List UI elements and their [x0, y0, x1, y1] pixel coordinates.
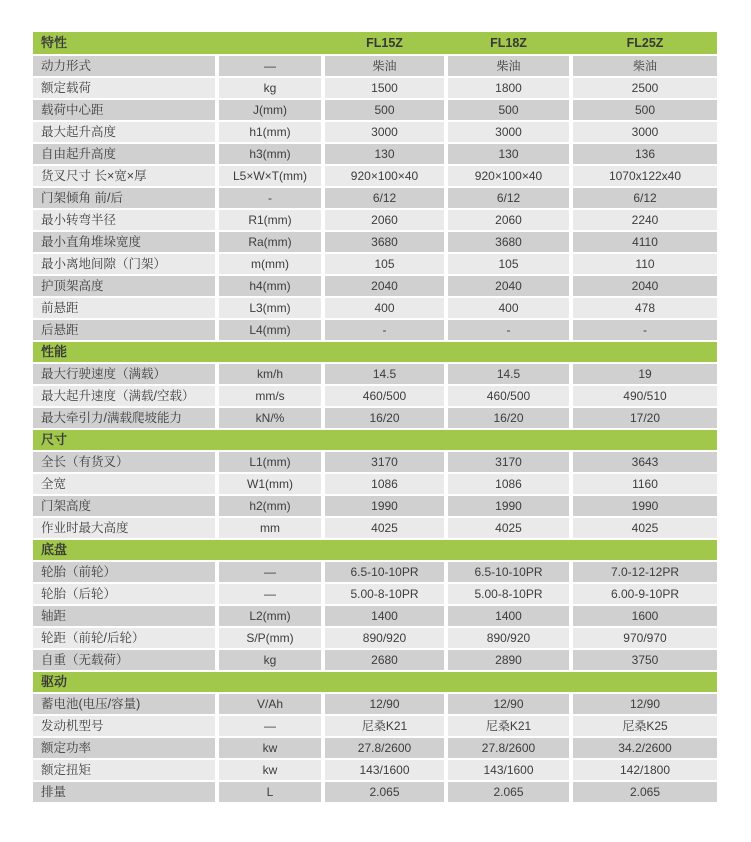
- row-value-cell: 1400: [325, 606, 444, 626]
- row-value-cell: 6/12: [325, 188, 444, 208]
- row-label-cell: 自重（无载荷）: [33, 650, 215, 670]
- row-label-cell: 最大起升高度: [33, 122, 215, 142]
- row-unit-cell: —: [219, 56, 321, 76]
- row-value-cell: 110: [573, 254, 717, 274]
- row-label-cell: 轴距: [33, 606, 215, 626]
- row-unit-cell: L5×W×T(mm): [219, 166, 321, 186]
- row-value-cell: 1990: [448, 496, 569, 516]
- row-value-cell: 490/510: [573, 386, 717, 406]
- row-unit-cell: J(mm): [219, 100, 321, 120]
- row-value-cell: 136: [573, 144, 717, 164]
- row-value-cell: 6/12: [573, 188, 717, 208]
- row-unit-cell: kg: [219, 78, 321, 98]
- row-label-cell: 最小离地间隙（门架）: [33, 254, 215, 274]
- row-value-cell: 2060: [448, 210, 569, 230]
- model-header-fl15z: FL15Z: [366, 36, 403, 50]
- table-row: [33, 78, 717, 98]
- table-row: [33, 254, 717, 274]
- row-value-cell: 1600: [573, 606, 717, 626]
- row-value-cell: 1990: [325, 496, 444, 516]
- row-label-cell: 门架高度: [33, 496, 215, 516]
- row-label-cell: 额定扭矩: [33, 760, 215, 780]
- row-label-cell: 额定功率: [33, 738, 215, 758]
- row-value-cell: 19: [573, 364, 717, 384]
- row-value-cell: 400: [325, 298, 444, 318]
- row-value-cell: 130: [325, 144, 444, 164]
- row-value-cell: 27.8/2600: [448, 738, 569, 758]
- header-unit-spacer: [219, 32, 321, 54]
- row-unit-cell: mm/s: [219, 386, 321, 406]
- row-value-cell: 478: [573, 298, 717, 318]
- row-value-cell: 3680: [325, 232, 444, 252]
- section-header: 底盘: [33, 540, 717, 560]
- table-row: [33, 298, 717, 318]
- row-value-cell: 1160: [573, 474, 717, 494]
- table-row: [33, 760, 717, 780]
- row-value-cell: 970/970: [573, 628, 717, 648]
- row-unit-cell: —: [219, 562, 321, 582]
- row-value-cell: 130: [448, 144, 569, 164]
- table-row: [33, 474, 717, 494]
- row-value-cell: 2040: [448, 276, 569, 296]
- table-row: [33, 782, 717, 802]
- row-value-cell: 1070x122x40: [573, 166, 717, 186]
- row-value-cell: 柴油: [448, 56, 569, 76]
- row-unit-cell: h3(mm): [219, 144, 321, 164]
- row-value-cell: 17/20: [573, 408, 717, 428]
- row-unit-cell: kN/%: [219, 408, 321, 428]
- row-value-cell: 3000: [325, 122, 444, 142]
- row-unit-cell: L: [219, 782, 321, 802]
- row-value-cell: 4025: [448, 518, 569, 538]
- row-value-cell: 12/90: [448, 694, 569, 714]
- table-row: [33, 210, 717, 230]
- row-unit-cell: m(mm): [219, 254, 321, 274]
- row-value-cell: 3170: [448, 452, 569, 472]
- row-value-cell: 500: [325, 100, 444, 120]
- table-row: [33, 232, 717, 252]
- row-value-cell: 1500: [325, 78, 444, 98]
- row-value-cell: 3750: [573, 650, 717, 670]
- table-row: [33, 144, 717, 164]
- row-value-cell: 3000: [448, 122, 569, 142]
- table-row: [33, 694, 717, 714]
- table-row: [33, 408, 717, 428]
- row-unit-cell: -: [219, 188, 321, 208]
- row-value-cell: 3000: [573, 122, 717, 142]
- table-row: [33, 606, 717, 626]
- row-label-cell: 前悬距: [33, 298, 215, 318]
- row-label-cell: 作业时最大高度: [33, 518, 215, 538]
- table-row: [33, 518, 717, 538]
- row-label-cell: 最大行驶速度（满载）: [33, 364, 215, 384]
- row-value-cell: 16/20: [448, 408, 569, 428]
- section-header: 驱动: [33, 672, 717, 692]
- model-header-fl25z: FL25Z: [626, 36, 664, 50]
- row-value-cell: 920×100×40: [325, 166, 444, 186]
- row-value-cell: 2.065: [325, 782, 444, 802]
- row-value-cell: 500: [448, 100, 569, 120]
- row-value-cell: 460/500: [325, 386, 444, 406]
- table-row: [33, 386, 717, 406]
- table-row: [33, 650, 717, 670]
- row-label-cell: 最小转弯半径: [33, 210, 215, 230]
- table-row: [33, 584, 717, 604]
- row-value-cell: 27.8/2600: [325, 738, 444, 758]
- row-label-cell: 轮胎（后轮）: [33, 584, 215, 604]
- row-value-cell: 142/1800: [573, 760, 717, 780]
- section-header: 性能: [33, 342, 717, 362]
- table-row: [33, 562, 717, 582]
- row-unit-cell: Ra(mm): [219, 232, 321, 252]
- row-value-cell: 2.065: [573, 782, 717, 802]
- table-body: [33, 56, 717, 802]
- row-value-cell: 2890: [448, 650, 569, 670]
- row-unit-cell: h2(mm): [219, 496, 321, 516]
- row-value-cell: 143/1600: [448, 760, 569, 780]
- row-value-cell: 柴油: [573, 56, 717, 76]
- spec-table: [33, 32, 717, 804]
- row-value-cell: 2040: [573, 276, 717, 296]
- row-value-cell: 12/90: [325, 694, 444, 714]
- row-value-cell: 500: [573, 100, 717, 120]
- row-value-cell: 5.00-8-10PR: [325, 584, 444, 604]
- table-row: [33, 320, 717, 340]
- row-label-cell: 全长（有货叉）: [33, 452, 215, 472]
- table-row: [33, 100, 717, 120]
- row-value-cell: 3643: [573, 452, 717, 472]
- row-value-cell: 1800: [448, 78, 569, 98]
- row-value-cell: 4025: [325, 518, 444, 538]
- row-value-cell: 2.065: [448, 782, 569, 802]
- row-label-cell: 全宽: [33, 474, 215, 494]
- row-value-cell: -: [325, 320, 444, 340]
- row-value-cell: 143/1600: [325, 760, 444, 780]
- table-row: [33, 452, 717, 472]
- row-label-cell: 蓄电池(电压/容量): [33, 694, 215, 714]
- row-value-cell: 920×100×40: [448, 166, 569, 186]
- row-value-cell: 34.2/2600: [573, 738, 717, 758]
- row-value-cell: -: [573, 320, 717, 340]
- row-unit-cell: L3(mm): [219, 298, 321, 318]
- row-unit-cell: h1(mm): [219, 122, 321, 142]
- row-label-cell: 轮胎（前轮）: [33, 562, 215, 582]
- table-row: [33, 738, 717, 758]
- row-value-cell: 14.5: [448, 364, 569, 384]
- row-value-cell: -: [448, 320, 569, 340]
- row-value-cell: 2500: [573, 78, 717, 98]
- row-value-cell: 尼桑K21: [448, 716, 569, 736]
- row-label-cell: 货叉尺寸 长×宽×厚: [33, 166, 215, 186]
- row-value-cell: 3170: [325, 452, 444, 472]
- table-row: [33, 276, 717, 296]
- table-header: [33, 32, 717, 54]
- row-unit-cell: km/h: [219, 364, 321, 384]
- row-label-cell: 排量: [33, 782, 215, 802]
- row-value-cell: 2060: [325, 210, 444, 230]
- row-value-cell: 890/920: [325, 628, 444, 648]
- row-unit-cell: kg: [219, 650, 321, 670]
- row-unit-cell: L4(mm): [219, 320, 321, 340]
- row-value-cell: 105: [448, 254, 569, 274]
- row-value-cell: 14.5: [325, 364, 444, 384]
- row-value-cell: 890/920: [448, 628, 569, 648]
- row-unit-cell: R1(mm): [219, 210, 321, 230]
- row-label-cell: 发动机型号: [33, 716, 215, 736]
- row-unit-cell: V/Ah: [219, 694, 321, 714]
- row-label-cell: 门架倾角 前/后: [33, 188, 215, 208]
- table-row: [33, 122, 717, 142]
- table-row: [33, 188, 717, 208]
- table-row: [33, 56, 717, 76]
- row-value-cell: 1086: [448, 474, 569, 494]
- row-value-cell: 柴油: [325, 56, 444, 76]
- row-value-cell: 3680: [448, 232, 569, 252]
- row-value-cell: 16/20: [325, 408, 444, 428]
- row-unit-cell: —: [219, 584, 321, 604]
- row-value-cell: 6.00-9-10PR: [573, 584, 717, 604]
- row-label-cell: 载荷中心距: [33, 100, 215, 120]
- table-row: [33, 628, 717, 648]
- row-label-cell: 最大起升速度（满载/空载）: [33, 386, 215, 406]
- row-unit-cell: L1(mm): [219, 452, 321, 472]
- row-value-cell: 1086: [325, 474, 444, 494]
- row-label-cell: 最小直角堆垛宽度: [33, 232, 215, 252]
- row-value-cell: 4110: [573, 232, 717, 252]
- row-unit-cell: L2(mm): [219, 606, 321, 626]
- row-value-cell: 2040: [325, 276, 444, 296]
- table-row: [33, 166, 717, 186]
- row-value-cell: 12/90: [573, 694, 717, 714]
- row-value-cell: 6/12: [448, 188, 569, 208]
- row-value-cell: 460/500: [448, 386, 569, 406]
- table-row: [33, 496, 717, 516]
- row-unit-cell: h4(mm): [219, 276, 321, 296]
- row-value-cell: 4025: [573, 518, 717, 538]
- row-label-cell: 护顶架高度: [33, 276, 215, 296]
- row-label-cell: 轮距（前轮/后轮）: [33, 628, 215, 648]
- row-value-cell: 1990: [573, 496, 717, 516]
- row-value-cell: 6.5-10-10PR: [448, 562, 569, 582]
- header-feature-label: 特性: [41, 35, 68, 50]
- row-label-cell: 自由起升高度: [33, 144, 215, 164]
- row-unit-cell: —: [219, 716, 321, 736]
- row-unit-cell: S/P(mm): [219, 628, 321, 648]
- row-label-cell: 最大牵引力/满载爬坡能力: [33, 408, 215, 428]
- row-unit-cell: W1(mm): [219, 474, 321, 494]
- row-unit-cell: kw: [219, 738, 321, 758]
- row-unit-cell: kw: [219, 760, 321, 780]
- row-value-cell: 1400: [448, 606, 569, 626]
- row-label-cell: 额定载荷: [33, 78, 215, 98]
- row-value-cell: 105: [325, 254, 444, 274]
- row-value-cell: 2680: [325, 650, 444, 670]
- row-label-cell: 后悬距: [33, 320, 215, 340]
- row-value-cell: 尼桑K25: [573, 716, 717, 736]
- row-value-cell: 5.00-8-10PR: [448, 584, 569, 604]
- row-label-cell: 动力形式: [33, 56, 215, 76]
- row-value-cell: 7.0-12-12PR: [573, 562, 717, 582]
- row-value-cell: 6.5-10-10PR: [325, 562, 444, 582]
- model-header-fl18z: FL18Z: [490, 36, 527, 50]
- table-row: [33, 716, 717, 736]
- row-unit-cell: mm: [219, 518, 321, 538]
- row-value-cell: 400: [448, 298, 569, 318]
- row-value-cell: 2240: [573, 210, 717, 230]
- row-value-cell: 尼桑K21: [325, 716, 444, 736]
- table-row: [33, 364, 717, 384]
- section-header: 尺寸: [33, 430, 717, 450]
